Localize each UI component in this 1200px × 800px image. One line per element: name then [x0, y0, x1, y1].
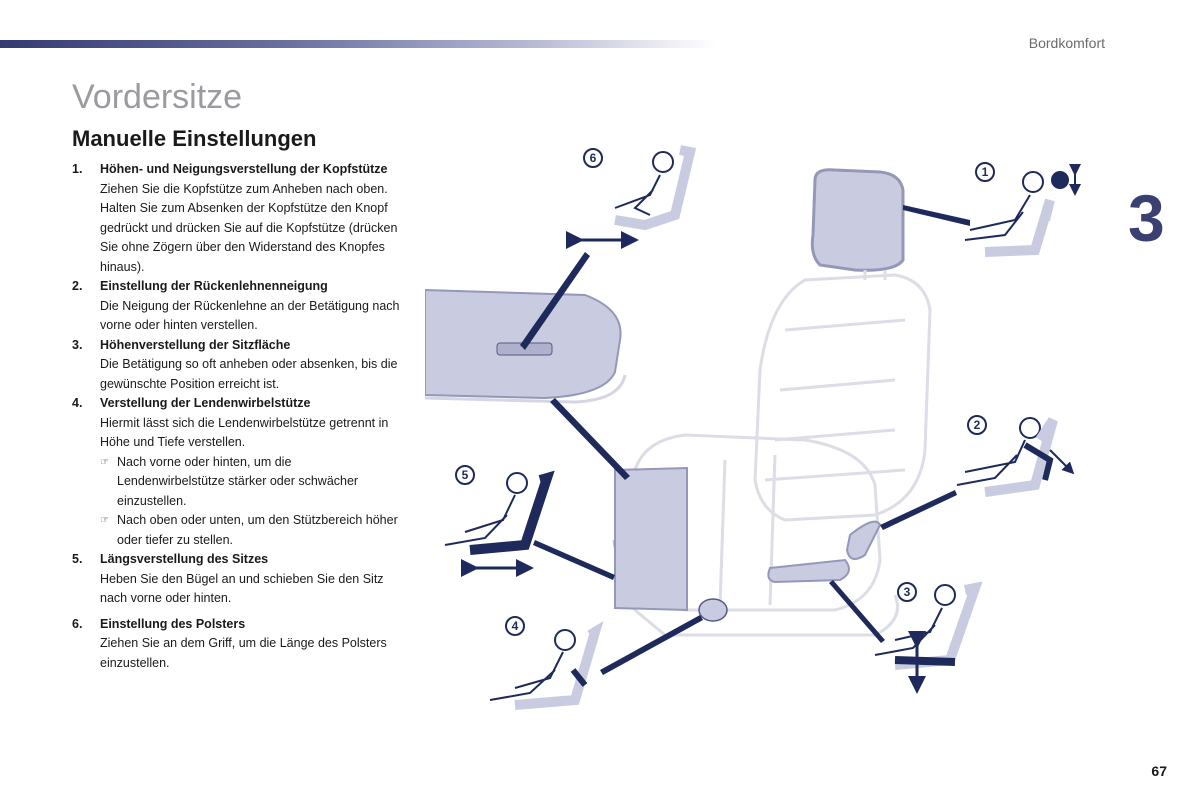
item-number: 6.	[72, 616, 83, 631]
item-title: Einstellung der Rückenlehnenneigung	[100, 279, 328, 293]
item-text: Die Neigung der Rückenlehne an der Betätigung nach vorne oder hinten verstellen.	[100, 298, 400, 332]
item-number: 4.	[72, 396, 83, 410]
svg-text:5: 5	[461, 468, 469, 482]
instruction-item-1	[72, 160, 402, 277]
item-number: 5.	[72, 552, 83, 566]
bullet-text: Nach vorne oder hinten, um die Lendenwirbelstütze stärker oder schwächer einzustellen.	[117, 454, 359, 508]
page-number: 67	[1151, 763, 1167, 779]
item-number: 1.	[72, 162, 83, 176]
recline-knob	[847, 522, 880, 559]
instruction-item-2	[72, 277, 402, 336]
item-text: Halten Sie zum Absenken der Kopfstütze den Knopf gedrückt und drücken Sie auf die Kopfstütze (drücken Sie ohne Zögern über den Widerstand des Knopfes hinaus).	[100, 201, 398, 274]
section-title: Bordkomfort	[1028, 35, 1105, 51]
instructions-list	[72, 160, 402, 673]
callout-2	[968, 416, 986, 434]
item-text: Ziehen Sie an dem Griff, um die Länge des Polsters einzustellen.	[100, 636, 387, 670]
item-number: 3.	[72, 337, 83, 352]
item-title: Verstellung der Lendenwirbelstütze	[100, 396, 311, 410]
pointing-hand-icon: ☞	[100, 515, 109, 526]
item-title: Höhenverstellung der Sitzfläche	[100, 337, 291, 352]
page-title: Vordersitze	[72, 78, 243, 116]
bullet-item	[100, 511, 402, 550]
pictogram-1	[965, 170, 1075, 252]
item-number: 2.	[72, 279, 83, 293]
item-text: Hiermit lässt sich die Lendenwirbelstütze getrennt in Höhe und Tiefe verstellen.	[100, 415, 389, 449]
item-title: Längsverstellung des Sitzes	[100, 552, 269, 566]
seat-illustration	[425, 140, 1190, 720]
callout-5	[456, 466, 474, 484]
pictogram-5	[445, 473, 547, 568]
item-title: Einstellung des Polsters	[100, 616, 246, 631]
pictogram-3	[875, 585, 975, 685]
svg-text:1: 1	[981, 165, 989, 179]
pictogram-4	[490, 630, 595, 705]
chapter-number: 3	[1128, 181, 1165, 255]
height-lever	[768, 560, 849, 582]
svg-text:2: 2	[973, 418, 981, 432]
instruction-item-3	[72, 336, 402, 395]
instruction-item-4	[72, 394, 402, 550]
instruction-item-5	[72, 550, 402, 609]
callout-6	[584, 149, 602, 167]
svg-text:3: 3	[903, 585, 911, 599]
subtitle: Manuelle Einstellungen	[72, 126, 317, 151]
callout-3	[898, 583, 916, 601]
seat-cushion-highlight	[615, 468, 687, 610]
instruction-item-6	[72, 615, 402, 674]
header-bar	[0, 40, 715, 48]
item-text: Die Betätigung so oft anheben oder absenken, bis die gewünschte Position erreicht ist.	[100, 357, 398, 391]
bullet-item	[100, 453, 402, 512]
callout-4	[506, 617, 524, 635]
item-text: Ziehen Sie die Kopfstütze zum Anheben nach oben.	[100, 181, 388, 196]
svg-text:4: 4	[511, 619, 519, 633]
callout-1	[976, 163, 994, 181]
lumbar-knob	[699, 599, 727, 621]
pointing-hand-icon: ☞	[100, 456, 109, 468]
bullet-text: Nach oben oder unten, um den Stützbereich höher oder tiefer zu stellen.	[117, 513, 398, 547]
item-text: Heben Sie den Bügel an und schieben Sie den Sitz nach vorne oder hinten.	[100, 571, 384, 605]
item-title: Höhen- und Neigungsverstellung der Kopfstütze	[100, 162, 388, 176]
svg-text:6: 6	[589, 151, 597, 165]
